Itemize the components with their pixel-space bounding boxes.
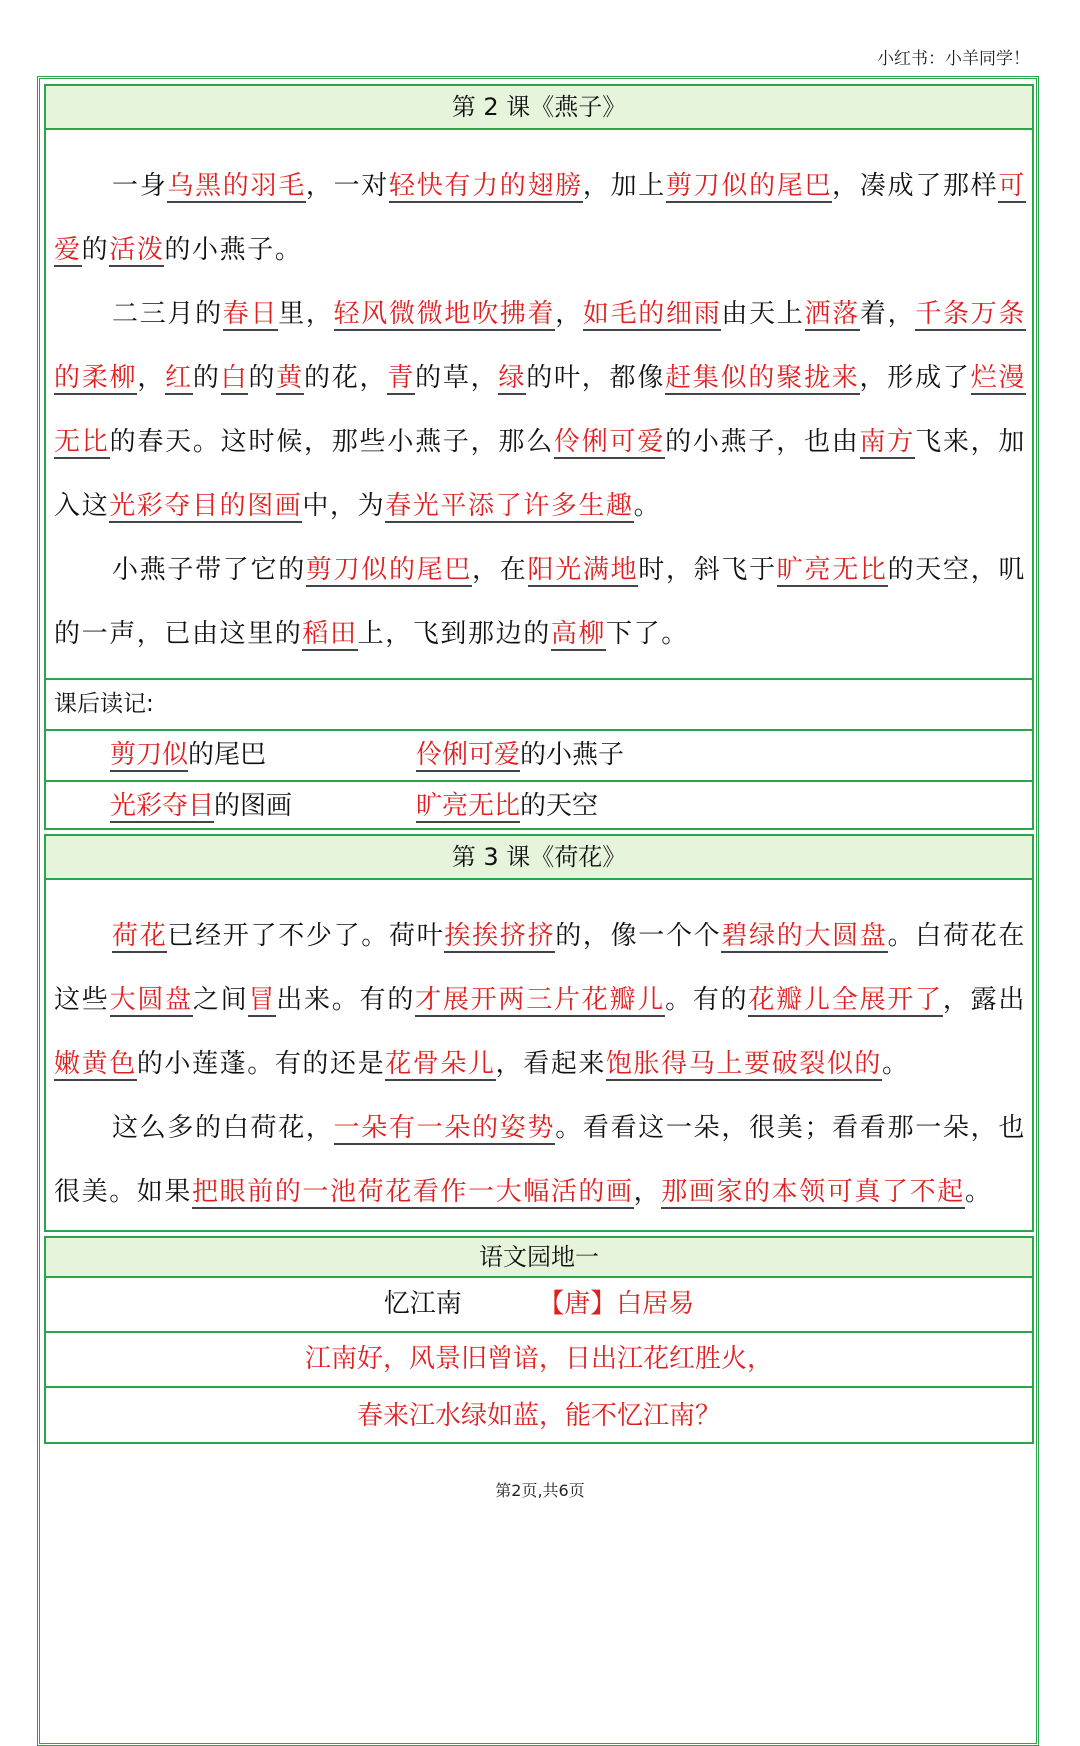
- text-segment: 里，: [278, 299, 334, 329]
- text-segment: ，在: [472, 555, 528, 585]
- text-segment: 中，为: [302, 491, 386, 521]
- highlighted-phrase: 绿: [498, 363, 527, 393]
- note-1a-highlight: 剪刀似: [110, 740, 189, 770]
- note-2b-rest: 的天空: [520, 791, 599, 821]
- text-segment: 的草，: [415, 363, 499, 393]
- highlighted-phrase: 稻田: [302, 619, 358, 649]
- poem-line-1: 江南好，风景旧曾谙，日出江花红胜火，: [46, 1331, 1032, 1386]
- text-segment: 的花，: [304, 363, 388, 393]
- highlighted-phrase: 如毛的细雨: [582, 299, 722, 329]
- highlighted-phrase: 春日: [222, 299, 279, 329]
- highlighted-phrase: 旷亮无比: [776, 555, 888, 585]
- highlighted-phrase: 冒: [248, 985, 277, 1015]
- notes-row-1: [46, 729, 1032, 780]
- text-segment: ，一对: [305, 171, 389, 201]
- highlighted-phrase: 高柳: [550, 619, 607, 649]
- lesson-2-section: [44, 84, 1034, 830]
- highlighted-phrase: 花瓣儿全展开了: [748, 985, 943, 1015]
- highlighted-phrase: 轻快有力的翅膀: [389, 171, 583, 201]
- text-segment: 的: [248, 363, 277, 393]
- text-segment: 出来。有的: [276, 985, 416, 1015]
- highlighted-phrase: 南方: [859, 427, 916, 457]
- text-segment: 的叶，都像: [526, 363, 666, 393]
- highlighted-phrase: 剪刀似的尾巴: [665, 171, 833, 201]
- highlighted-phrase: 红: [165, 363, 193, 393]
- text-segment: 之间: [192, 985, 249, 1015]
- highlighted-phrase: 洒落: [804, 299, 860, 329]
- highlighted-phrase: 轻风微微地吹拂着: [333, 299, 556, 329]
- text-segment: 的小莲蓬。有的还是: [136, 1049, 386, 1079]
- text-segment: 。看看这一朵，很美；看看那一朵，也很美。如果: [54, 1113, 1026, 1207]
- highlighted-phrase: 可爱: [54, 171, 1026, 265]
- lesson-3-title: 第 3 课《荷花》: [46, 836, 1032, 880]
- lesson2-paragraph: [54, 538, 1026, 666]
- highlighted-phrase: 活泼: [109, 235, 165, 265]
- lesson2-paragraph: [54, 282, 1026, 538]
- text-segment: 的天空，叽的一声，已由这里的: [54, 555, 1026, 649]
- highlighted-phrase: 饱胀得马上要破裂似的: [606, 1049, 883, 1079]
- lesson2-paragraph: [54, 154, 1026, 282]
- text-segment: 飞来，加入这: [54, 427, 1027, 521]
- note-2a-highlight: 光彩夺目: [110, 791, 215, 821]
- highlighted-phrase: 才展开两三片花瓣儿: [415, 985, 666, 1015]
- highlighted-phrase: 荷花: [112, 921, 168, 951]
- text-segment: 一身: [112, 171, 168, 201]
- page-footer: 第2页,共6页: [495, 1481, 585, 1500]
- highlighted-phrase: 剪刀似的尾巴: [305, 555, 473, 585]
- poem-line-2: 春来江水绿如蓝，能不忆江南？: [46, 1386, 1032, 1444]
- highlighted-phrase: 嫩黄色: [54, 1049, 137, 1079]
- notes-row-2: [46, 780, 1032, 831]
- text-segment: 小燕子带了它的: [112, 555, 306, 585]
- poem-heading: [46, 1278, 1032, 1331]
- lesson-2-text: [46, 130, 1032, 678]
- highlighted-phrase: 乌黑的羽毛: [167, 171, 306, 201]
- highlighted-phrase: 光彩夺目的图画: [109, 491, 303, 521]
- highlighted-phrase: 挨挨挤挤: [444, 921, 556, 951]
- lesson3-paragraph: [54, 904, 1026, 1096]
- highlighted-phrase: 烂漫无比: [54, 363, 1026, 457]
- text-segment: 的: [192, 363, 221, 393]
- highlighted-phrase: 一朵有一朵的姿势: [333, 1113, 556, 1143]
- text-segment: 。: [633, 491, 662, 521]
- text-segment: 的小燕子。: [164, 235, 303, 265]
- lesson-3-section: [44, 834, 1034, 1232]
- text-segment: 下了。: [606, 619, 689, 649]
- poem-title: 忆江南: [383, 1289, 462, 1319]
- note-2b-highlight: 旷亮无比: [416, 791, 521, 821]
- text-segment: 。: [882, 1049, 910, 1079]
- highlighted-phrase: 那画家的本领可真了不起: [661, 1177, 965, 1207]
- note-1a-rest: 的尾巴: [188, 740, 267, 770]
- text-segment: 。有的: [665, 985, 749, 1015]
- text-segment: 这么多的白荷花，: [112, 1113, 334, 1143]
- highlighted-phrase: 花骨朵儿: [385, 1049, 496, 1079]
- text-segment: 由天上: [721, 299, 805, 329]
- highlighted-phrase: 伶俐可爱: [553, 427, 666, 457]
- text-segment: ，看起来: [495, 1049, 607, 1079]
- highlighted-phrase: 阳光满地: [527, 555, 639, 585]
- highlighted-phrase: 青: [387, 363, 416, 393]
- highlighted-phrase: 白: [220, 363, 249, 393]
- text-segment: ，凑成了那样: [832, 171, 999, 201]
- watermark: 小红书：小羊同学！: [877, 49, 1030, 69]
- text-segment: 上，飞到那边的: [357, 619, 551, 649]
- lesson3-paragraph: [54, 1096, 1026, 1224]
- highlighted-phrase: 把眼前的一池荷花看作一大幅活的画: [192, 1177, 634, 1207]
- note-1b-highlight: 伶俐可爱: [416, 740, 521, 770]
- highlighted-phrase: 千条万条的柔柳: [54, 299, 1027, 393]
- note-1b-rest: 的小燕子: [520, 740, 625, 770]
- text-segment: 已经开了不少了。荷叶: [167, 921, 445, 951]
- text-segment: 的春天。这时候，那些小燕子，那么: [109, 427, 554, 457]
- text-segment: ，形成了: [859, 363, 971, 393]
- text-segment: ，加上: [582, 171, 666, 201]
- text-segment: ，: [633, 1177, 662, 1207]
- poem-author: 白居易: [616, 1289, 695, 1319]
- text-segment: 二三月的: [112, 299, 223, 329]
- highlighted-phrase: 春光平添了许多生趣: [385, 491, 634, 521]
- highlighted-phrase: 赶集似的聚拢来: [665, 363, 860, 393]
- note-2a-rest: 的图画: [214, 791, 293, 821]
- highlighted-phrase: 碧绿的大圆盘: [721, 921, 888, 951]
- text-segment: 。白荷花在这些: [54, 921, 1026, 1015]
- text-segment: 着，: [859, 299, 916, 329]
- text-segment: ，: [555, 299, 583, 329]
- notes-label: 课后读记:: [46, 678, 1032, 729]
- text-segment: 。: [964, 1177, 993, 1207]
- lesson-2-title: 第 2 课《燕子》: [46, 86, 1032, 130]
- poem-dynasty: 【唐】: [538, 1289, 617, 1319]
- text-segment: 的小燕子，也由: [665, 427, 860, 457]
- garden-section: [44, 1236, 1034, 1444]
- text-segment: 时，斜飞于: [638, 555, 777, 585]
- text-segment: 的，像一个个: [555, 921, 722, 951]
- lesson-3-text: [46, 880, 1032, 1224]
- text-segment: 的: [81, 235, 110, 265]
- text-segment: ，: [137, 363, 166, 393]
- garden-title: 语文园地一: [46, 1238, 1032, 1278]
- text-segment: ，露出: [942, 985, 1026, 1015]
- highlighted-phrase: 大圆盘: [109, 985, 193, 1015]
- highlighted-phrase: 黄: [276, 363, 305, 393]
